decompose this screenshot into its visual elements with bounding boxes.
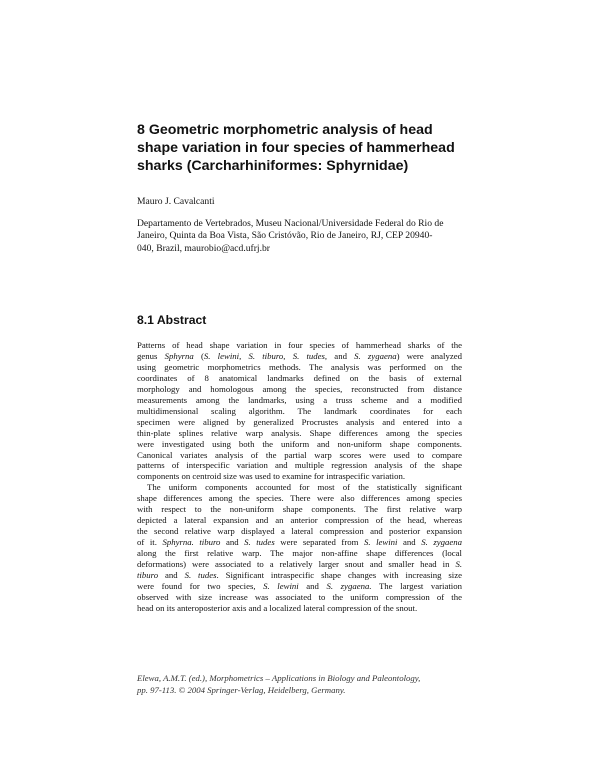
- abstract-line: using geometric morphometrics methods. The analysis was performed on the: [137, 361, 462, 372]
- abstract-line: shape differences among the species. There were also differences among species: [137, 493, 462, 504]
- abstract-line: [137, 351, 462, 362]
- citation-line: pp. 97-113. © 2004 Springer-Verlag, Heidelberg, Germany.: [137, 684, 346, 695]
- species-name: S.: [455, 559, 462, 570]
- abstract-line: coordinates of 8 anatomical landmarks defined on the basis of external: [137, 372, 462, 383]
- abstract-line: Canonical variates analysis of the partial warp scores were used to compare: [137, 449, 462, 460]
- abstract-line: observed with size increase was associated to the uniform compression of the: [137, 591, 462, 602]
- text-run: of it.: [137, 537, 163, 548]
- text-run: genus: [137, 350, 165, 361]
- section-heading: 8.1 Abstract: [137, 313, 207, 327]
- species-name: S. tiburo: [248, 350, 284, 361]
- author-name: Mauro J. Cavalcanti: [137, 196, 215, 207]
- abstract-line: The uniform components accounted for most of the statistically significant: [147, 482, 462, 493]
- abstract-line: multidimensional scaling algorithm. The landmark coordinates for each: [137, 405, 462, 416]
- text-run: and: [397, 537, 422, 548]
- abstract-line: head on its anteroposterior axis and a localized lateral compression of the snout.: [137, 602, 418, 613]
- abstract-line: measurements among the landmarks, using a truss scheme and a modified: [137, 394, 462, 405]
- species-name: S. lewini: [203, 350, 240, 361]
- text-run: (: [193, 350, 204, 361]
- species-name: Sphyrna. tiburo: [162, 537, 221, 548]
- abstract-line: patterns of interspecific variation and multiple regression analysis of the shape: [137, 460, 462, 471]
- text-run: were separated from: [274, 537, 364, 548]
- text-run: and: [158, 570, 185, 581]
- species-name: S. tudes: [244, 537, 275, 548]
- text-run: ,: [239, 350, 249, 361]
- chapter-title-line: shape variation in four species of hammerhead: [137, 140, 455, 156]
- text-run: . Significant intraspecific shape changes with increasing size: [216, 570, 462, 581]
- abstract-line: were investigated using both the uniform and non-uniform shape components.: [137, 438, 462, 449]
- text-run: The largest variation: [371, 580, 462, 591]
- chapter-title-line: sharks (Carcharhiniformes: Sphyrnidae): [137, 158, 409, 174]
- text-run: ,: [283, 350, 293, 361]
- abstract-line: with respect to the non-uniform shape components. The first relative warp: [137, 504, 462, 515]
- text-run: deformations) were associated to a relatively larger snout and smaller head in: [137, 559, 456, 570]
- species-name: tiburo: [137, 570, 159, 581]
- abstract-line: thin-plate splines relative warp analysis. Shape differences among the species: [137, 427, 462, 438]
- species-name: S. zygaena.: [326, 580, 372, 591]
- species-name: S. tudes: [292, 350, 325, 361]
- citation-footer: [137, 673, 472, 696]
- abstract-line: [137, 581, 462, 592]
- abstract-line: Patterns of head shape variation in four species of hammerhead sharks of the: [137, 340, 462, 350]
- species-name: Sphyrna: [164, 350, 194, 361]
- species-name: S. lewini: [363, 537, 398, 548]
- abstract-line: along the first relative warp. The major non-affine shape differences (local: [137, 548, 462, 559]
- abstract-line: specimen were aligned by generalized Procrustes analysis and entered into a: [137, 416, 462, 427]
- affiliation-line: 040, Brazil, maurobio@acd.ufrj.br: [137, 242, 270, 254]
- author-affiliation: [137, 218, 467, 255]
- chapter-title: [137, 121, 477, 175]
- abstract-line: depicted a lateral expansion and an anterior compression of the head, whereas: [137, 515, 462, 526]
- abstract-line: [137, 537, 462, 548]
- species-name: S. tudes: [184, 570, 217, 581]
- text-run: were found for two species,: [137, 580, 264, 591]
- abstract-line: morphology and homologous among the species, reconstructed from distance: [137, 383, 462, 394]
- text-run: , and: [324, 350, 355, 361]
- text-run: and: [298, 580, 327, 591]
- citation-line: Elewa, A.M.T. (ed.), Morphometrics – Applications in Biology and Paleontology,: [137, 673, 421, 683]
- abstract-line: components on centroid size was used to examine for intraspecific variation.: [137, 471, 406, 482]
- species-name: S. lewini: [263, 580, 299, 591]
- affiliation-line: Departamento de Vertebrados, Museu Nacional/Universidade Federal do Rio de: [137, 218, 444, 229]
- abstract-line: [137, 570, 462, 581]
- species-name: S. zygaena: [354, 350, 397, 361]
- text-run: ) were analyzed: [396, 350, 462, 361]
- chapter-title-line: 8 Geometric morphometric analysis of head: [137, 122, 433, 138]
- affiliation-line: Janeiro, Quinta da Boa Vista, São Cristóvão, Rio de Janeiro, RJ, CEP 20940-: [137, 230, 433, 242]
- species-name: S. zygaena: [421, 537, 462, 548]
- abstract-line: the second relative warp displayed a lateral compression and posterior expansion: [137, 526, 462, 537]
- text-run: and: [220, 537, 245, 548]
- abstract-body: [137, 340, 462, 614]
- abstract-line: [137, 559, 462, 570]
